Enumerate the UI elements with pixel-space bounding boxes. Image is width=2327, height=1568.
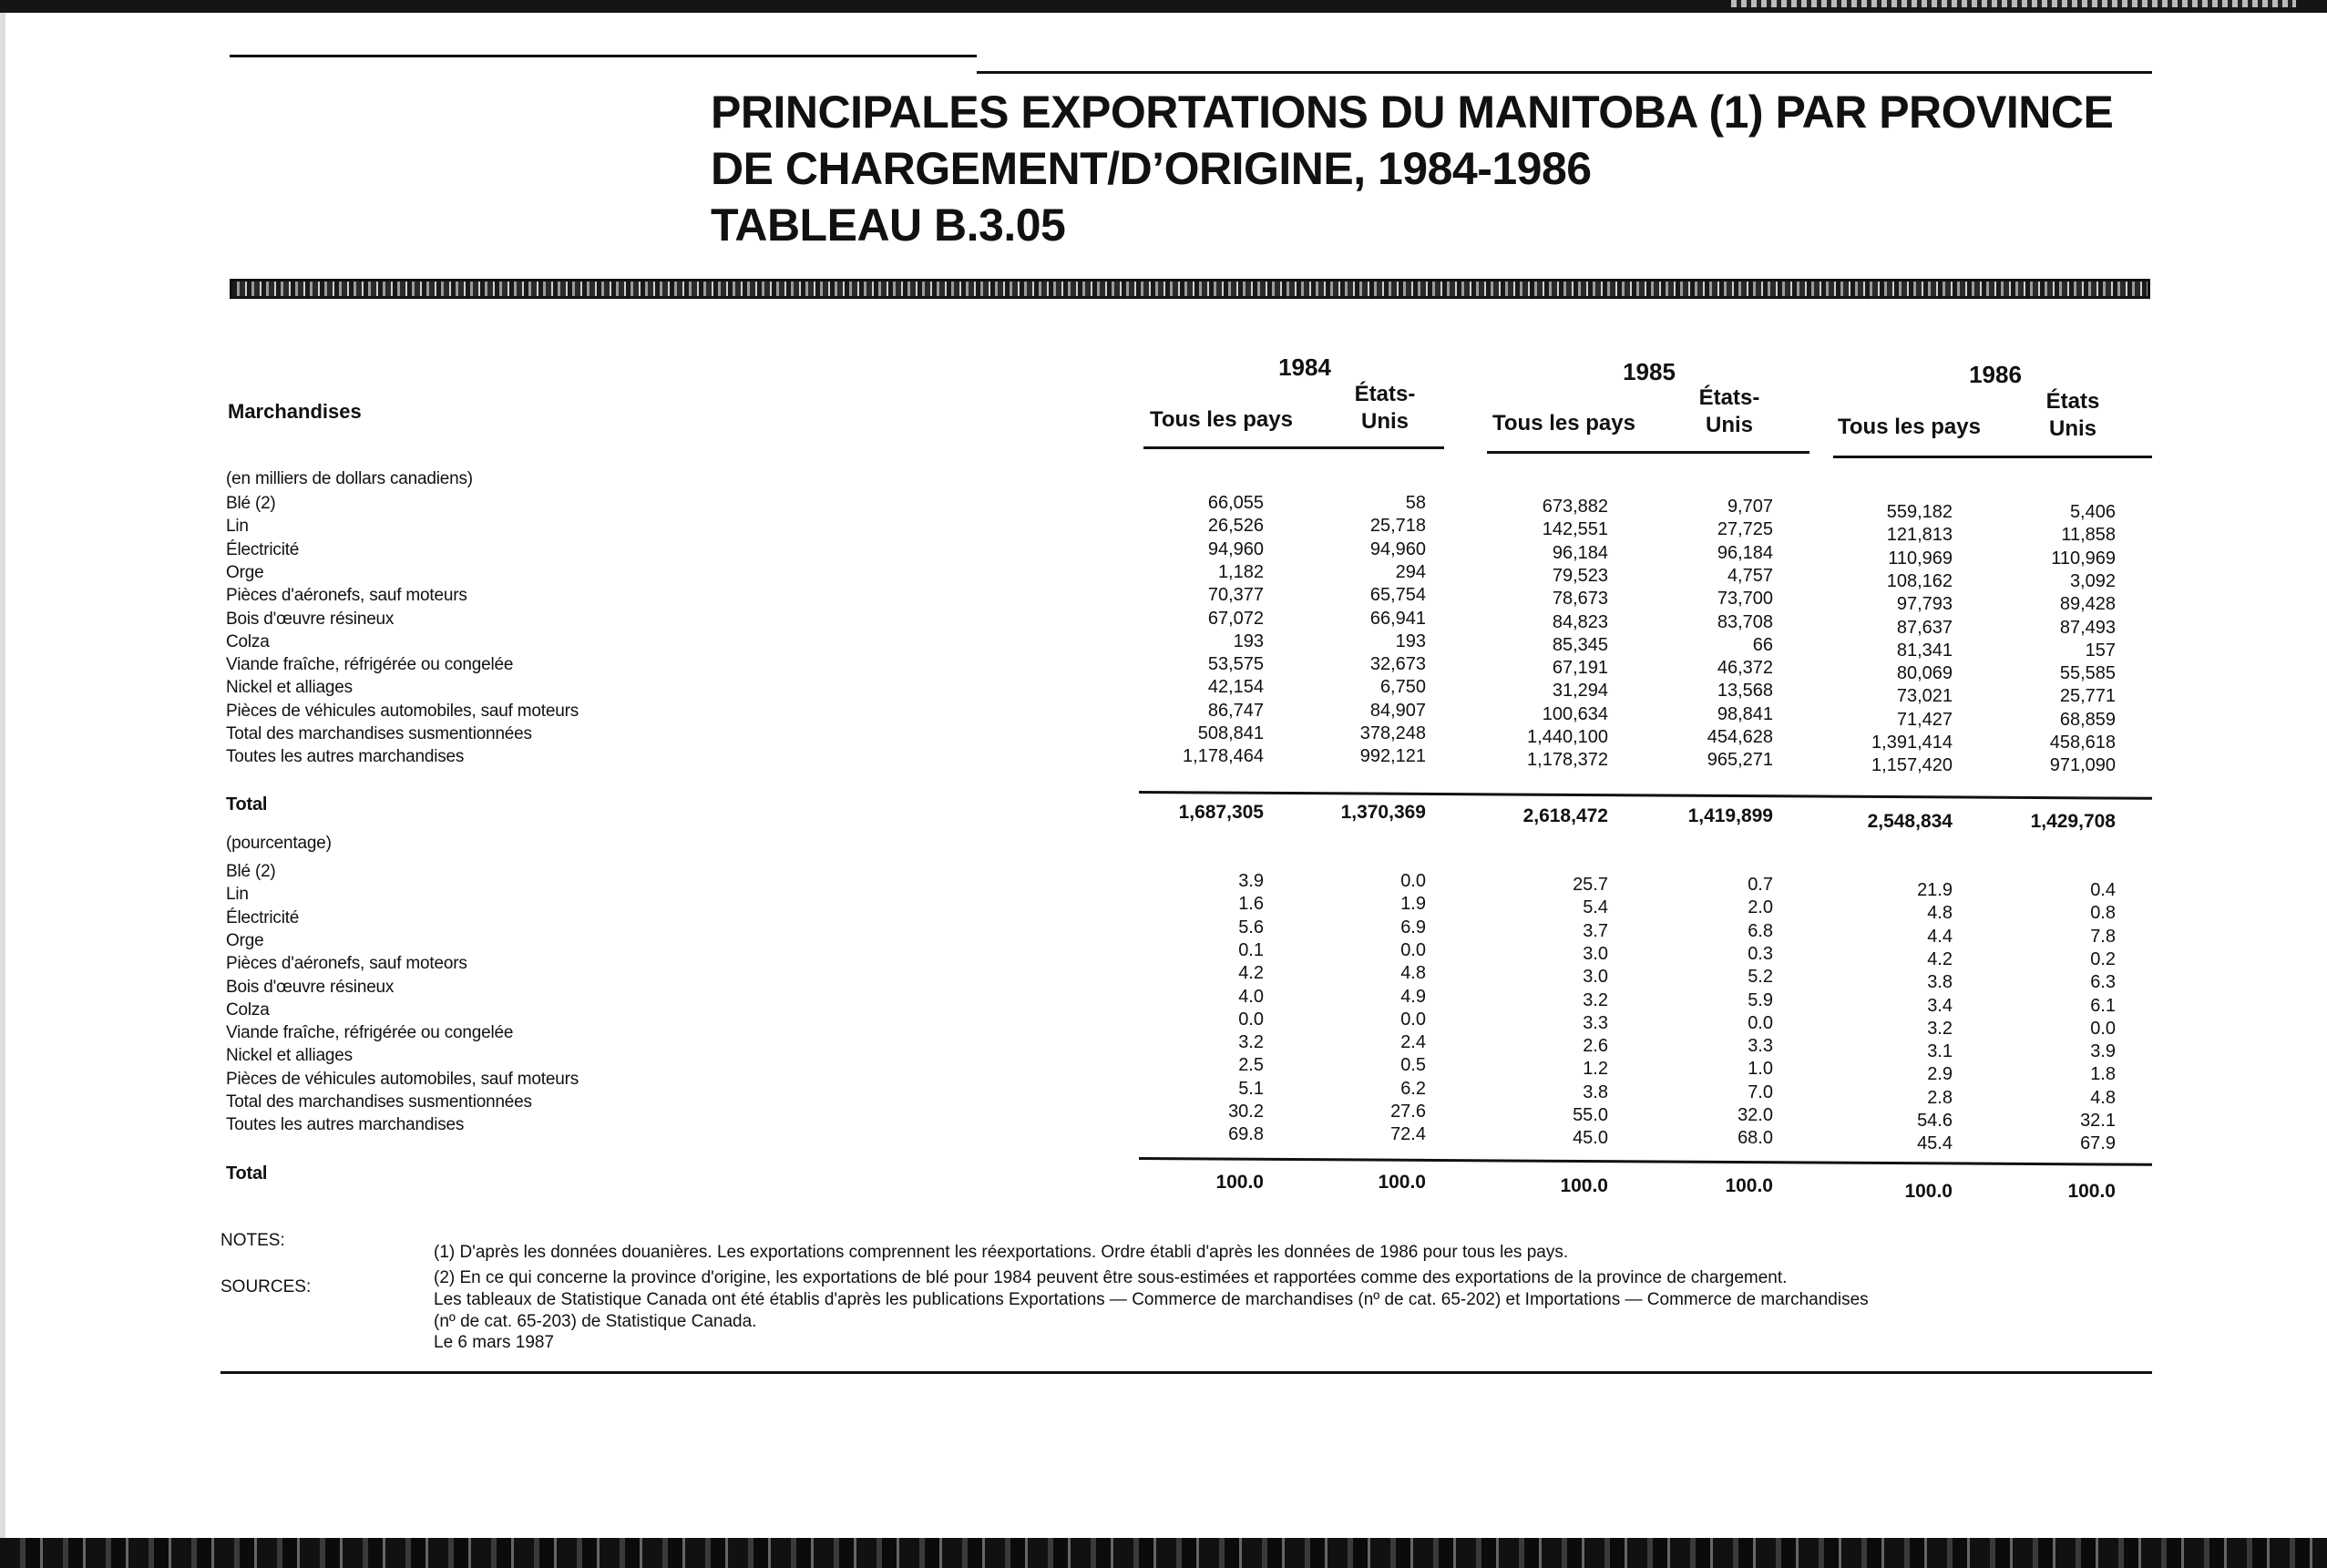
scan-bottom-border [0, 1538, 2327, 1568]
table-cell: 85,345 [1552, 635, 1608, 655]
table-cell: 27,725 [1717, 519, 1773, 539]
table-cell-pct: 2.4 [1400, 1032, 1426, 1052]
table-cell: 79,523 [1552, 566, 1608, 586]
col-us-1986-line1: États [2045, 389, 2100, 414]
table-cell: 66 [1752, 635, 1773, 655]
table-cell-pct: 6.8 [1748, 921, 1773, 941]
table-cell: 32,673 [1369, 654, 1426, 674]
table-cell: 96,184 [1552, 543, 1608, 563]
table-cell: 94,960 [1369, 539, 1426, 559]
row-label-pct: Orge [226, 931, 264, 950]
row-label: Électricité [226, 540, 300, 559]
table-cell: 98,841 [1717, 704, 1773, 724]
bottom-rule [220, 1371, 2152, 1374]
table-cell-pct: 69.8 [1228, 1124, 1264, 1144]
table-cell-pct: 3.7 [1583, 921, 1608, 941]
source-line-2: (nº de cat. 65-203) de Statistique Canada. [434, 1312, 757, 1331]
table-cell-pct: 4.2 [1238, 963, 1264, 983]
table-cell-pct: 1.0 [1748, 1059, 1773, 1079]
table-cell: 11,858 [2061, 525, 2116, 545]
table-cell-pct: 6.9 [1400, 917, 1426, 938]
header-underline-1985 [1487, 451, 1809, 454]
table-cell-pct: 45.0 [1573, 1128, 1608, 1148]
col-us-1984 [1330, 381, 1440, 436]
table-cell: 100,634 [1542, 704, 1608, 724]
table-cell-total-pct: 100.0 [1725, 1175, 1773, 1196]
table-cell: 508,841 [1197, 723, 1264, 743]
total-rule-percent [1139, 1157, 2152, 1166]
header-underline-1984 [1143, 446, 1444, 449]
table-cell-pct: 3.2 [1583, 990, 1608, 1010]
row-label: Pièces d'aéronefs, sauf moteurs [226, 586, 467, 605]
table-cell-pct: 3.3 [1583, 1013, 1608, 1033]
table-cell-total: 1,419,899 [1687, 805, 1773, 826]
note-2: (2) En ce qui concerne la province d'origine, les exportations de blé pour 1984 peuvent être sous-estimées et rapportées comme des exportations de la province de chargement. [434, 1268, 1788, 1287]
table-cell-pct: 4.0 [1238, 987, 1264, 1007]
scan-left-edge [0, 13, 5, 1538]
year-1985: 1985 [1623, 358, 1676, 385]
table-cell: 142,551 [1542, 519, 1608, 539]
table-cell-pct: 3.9 [1238, 871, 1264, 891]
page-title [711, 84, 2113, 253]
table-cell-pct: 1.9 [1400, 894, 1426, 914]
table-cell-pct: 5.6 [1238, 917, 1264, 938]
table-cell: 81,341 [1896, 641, 1953, 661]
table-cell: 97,793 [1896, 594, 1953, 614]
row-label: Toutes les autres marchandises [226, 747, 465, 766]
table-cell-pct: 0.1 [1238, 940, 1264, 960]
table-cell-pct: 27.6 [1390, 1102, 1426, 1122]
row-label-pct: Pièces d'aéronefs, sauf moteors [226, 954, 467, 973]
table-cell-pct: 0.0 [1238, 1009, 1264, 1030]
table-cell-total: 1,687,305 [1178, 802, 1264, 823]
year-1984: 1984 [1278, 354, 1331, 381]
table-cell-pct: 67.9 [2080, 1133, 2116, 1153]
table-cell: 1,440,100 [1527, 727, 1608, 747]
table-cell: 67,072 [1207, 609, 1264, 629]
title-line-1: PRINCIPALES EXPORTATIONS DU MANITOBA (1) PAR PROVINCE [711, 87, 2114, 138]
notes-label: NOTES: [220, 1231, 285, 1250]
row-label-pct: Blé (2) [226, 862, 276, 881]
table-cell: 96,184 [1717, 543, 1773, 563]
table-cell: 87,493 [2059, 618, 2116, 638]
table-cell: 89,428 [2059, 594, 2116, 614]
table-cell: 73,700 [1717, 589, 1773, 609]
table-cell: 157 [2085, 641, 2116, 661]
row-label-pct: Total des marchandises susmentionnées [226, 1092, 532, 1112]
table-cell-pct: 3.1 [1927, 1041, 1953, 1061]
table-cell: 83,708 [1717, 612, 1773, 632]
table-cell: 971,090 [2049, 755, 2116, 775]
table-cell: 193 [1233, 631, 1264, 651]
table-cell: 110,969 [2051, 548, 2116, 569]
table-cell-pct: 0.0 [1748, 1013, 1773, 1033]
table-cell-pct: 1.6 [1238, 894, 1264, 914]
table-cell-pct: 32.0 [1738, 1105, 1773, 1125]
table-cell: 87,637 [1896, 618, 1953, 638]
table-cell-pct: 7.0 [1748, 1082, 1773, 1102]
table-cell: 66,055 [1207, 493, 1264, 513]
table-cell-pct: 2.9 [1927, 1064, 1953, 1084]
source-date: Le 6 mars 1987 [434, 1333, 555, 1352]
table-cell-pct: 3.4 [1927, 996, 1953, 1016]
table-cell-pct: 3.8 [1927, 972, 1953, 992]
table-cell-pct: 0.4 [2090, 880, 2116, 900]
table-cell-pct: 3.9 [2090, 1041, 2116, 1061]
table-cell-pct: 5.4 [1583, 897, 1608, 917]
table-cell: 26,526 [1207, 516, 1264, 536]
table-cell: 458,618 [2049, 733, 2116, 753]
row-label: Orge [226, 563, 264, 582]
table-cell-total-pct: 100.0 [1378, 1172, 1426, 1193]
table-cell: 65,754 [1369, 585, 1426, 605]
table-cell-pct: 7.8 [2090, 927, 2116, 947]
table-cell: 294 [1395, 562, 1426, 582]
table-cell-pct: 0.7 [1748, 875, 1773, 895]
table-cell-pct: 6.2 [1400, 1079, 1426, 1099]
source-line-1: Les tableaux de Statistique Canada ont été établis d'après les publications Exportations — Commerce de marchandises (nº de cat. 65-202) et Importations — Commerce de marchandises [434, 1290, 1869, 1309]
row-label: Bois d'œuvre résineux [226, 610, 395, 629]
top-rule-right [977, 71, 2152, 74]
table-cell: 58 [1405, 493, 1426, 513]
col-all-countries-1984: Tous les pays [1150, 407, 1293, 432]
table-cell-pct: 4.8 [1927, 903, 1953, 923]
col-us-1984-line1: États- [1354, 382, 1416, 406]
row-label-pct: Viande fraîche, réfrigérée ou congelée [226, 1023, 514, 1042]
table-cell-pct: 4.2 [1927, 949, 1953, 969]
table-cell: 70,377 [1207, 585, 1264, 605]
row-label: Pièces de véhicules automobiles, sauf moteurs [226, 702, 579, 721]
row-label: Viande fraîche, réfrigérée ou congelée [226, 655, 514, 674]
row-label: Lin [226, 517, 249, 536]
header-underline-1986 [1833, 456, 2152, 458]
table-cell-total-pct: 100.0 [1560, 1175, 1608, 1196]
table-cell: 66,941 [1369, 609, 1426, 629]
row-label: Colza [226, 632, 270, 651]
table-cell-pct: 4.8 [1400, 963, 1426, 983]
table-cell: 3,092 [2069, 571, 2116, 591]
table-cell-pct: 3.8 [1583, 1082, 1608, 1102]
table-cell: 94,960 [1207, 539, 1264, 559]
table-cell-total-pct: 100.0 [2067, 1181, 2116, 1202]
row-label-pct: Colza [226, 1000, 270, 1020]
table-cell-total: 2,618,472 [1522, 805, 1608, 826]
col-us-1986-line2: Unis [2048, 416, 2096, 441]
table-cell: 6,750 [1379, 677, 1426, 697]
table-cell: 84,907 [1369, 701, 1426, 721]
table-cell-pct: 3.0 [1583, 967, 1608, 987]
table-cell: 9,707 [1727, 497, 1773, 517]
table-cell: 25,718 [1369, 516, 1426, 536]
decorative-hatched-bar [230, 279, 2150, 299]
row-label-pct: Nickel et alliages [226, 1046, 353, 1065]
table-cell-pct: 0.0 [1400, 1009, 1426, 1030]
table-cell: 121,813 [1886, 525, 1953, 545]
table-cell: 4,757 [1727, 566, 1773, 586]
table-cell: 965,271 [1707, 750, 1773, 770]
table-cell: 108,162 [1886, 571, 1953, 591]
row-label: Total des marchandises susmentionnées [226, 724, 532, 743]
table-cell-total: 1,429,708 [2030, 811, 2116, 832]
table-cell: 86,747 [1207, 701, 1264, 721]
table-cell-pct: 5.9 [1748, 990, 1773, 1010]
table-cell-pct: 0.5 [1400, 1055, 1426, 1075]
table-cell: 67,191 [1552, 658, 1608, 678]
col-all-countries-1985: Tous les pays [1492, 411, 1635, 436]
table-cell: 71,427 [1896, 710, 1953, 730]
row-label-total-pct: Total [226, 1163, 268, 1184]
total-rule-values [1139, 791, 2152, 800]
table-cell: 55,585 [2059, 663, 2116, 683]
table-cell: 5,406 [2069, 502, 2116, 522]
table-cell: 193 [1395, 631, 1426, 651]
table-cell-pct: 3.2 [1927, 1019, 1953, 1039]
table-cell-pct: 2.5 [1238, 1055, 1264, 1075]
table-cell-pct: 2.6 [1583, 1036, 1608, 1056]
row-label: Blé (2) [226, 494, 276, 513]
table-cell-pct: 4.4 [1927, 927, 1953, 947]
table-cell-pct: 0.0 [1400, 940, 1426, 960]
table-cell: 454,628 [1707, 727, 1773, 747]
table-cell: 1,178,464 [1183, 746, 1264, 766]
table-cell-pct: 0.3 [1748, 944, 1773, 964]
table-cell-pct: 1.2 [1583, 1059, 1608, 1079]
table-cell: 673,882 [1542, 497, 1608, 517]
table-cell: 78,673 [1552, 589, 1608, 609]
section-label-values: (en milliers de dollars canadiens) [226, 469, 473, 488]
table-cell-pct: 5.2 [1748, 967, 1773, 987]
table-cell-pct: 72.4 [1390, 1124, 1426, 1144]
title-line-2: DE CHARGEMENT/D’ORIGINE, 1984-1986 [711, 143, 1592, 194]
table-cell: 80,069 [1896, 663, 1953, 683]
table-cell: 1,391,414 [1871, 733, 1953, 753]
table-cell: 68,859 [2059, 710, 2116, 730]
table-cell-pct: 2.8 [1927, 1088, 1953, 1108]
col-all-countries-1986: Tous les pays [1838, 415, 1981, 439]
table-cell-pct: 4.8 [2090, 1088, 2116, 1108]
table-cell: 84,823 [1552, 612, 1608, 632]
section-label-percent: (pourcentage) [226, 834, 332, 853]
table-cell: 53,575 [1207, 654, 1264, 674]
row-label-pct: Toutes les autres marchandises [226, 1115, 465, 1134]
table-cell-pct: 55.0 [1573, 1105, 1608, 1125]
row-label-pct: Électricité [226, 908, 300, 927]
table-cell-pct: 54.6 [1917, 1111, 1953, 1131]
table-cell-total-pct: 100.0 [1215, 1172, 1264, 1193]
table-cell-pct: 32.1 [2080, 1111, 2116, 1131]
table-cell: 25,771 [2059, 686, 2116, 706]
row-label-pct: Lin [226, 885, 249, 904]
title-line-3: TABLEAU B.3.05 [711, 200, 1066, 251]
table-cell: 1,178,372 [1527, 750, 1608, 770]
table-cell: 46,372 [1717, 658, 1773, 678]
table-cell-pct: 3.2 [1238, 1032, 1264, 1052]
table-cell: 110,969 [1888, 548, 1953, 569]
table-cell-pct: 25.7 [1573, 875, 1608, 895]
col-us-1985 [1675, 384, 1784, 439]
table-cell: 1,182 [1217, 562, 1264, 582]
top-rule-left [230, 55, 977, 57]
table-cell: 42,154 [1207, 677, 1264, 697]
table-cell-pct: 3.0 [1583, 944, 1608, 964]
sources-label: SOURCES: [220, 1277, 312, 1296]
table-cell-pct: 21.9 [1917, 880, 1953, 900]
row-label: Nickel et alliages [226, 678, 353, 697]
table-cell-pct: 4.9 [1400, 987, 1426, 1007]
col-us-1985-line1: États- [1698, 385, 1760, 410]
table-cell: 1,157,420 [1871, 755, 1953, 775]
table-cell: 559,182 [1886, 502, 1953, 522]
table-cell-pct: 68.0 [1738, 1128, 1773, 1148]
row-label-total: Total [226, 794, 268, 815]
table-cell-pct: 6.3 [2090, 972, 2116, 992]
stub-header: Marchandises [228, 400, 362, 423]
table-cell-pct: 1.8 [2090, 1064, 2116, 1084]
row-label-pct: Bois d'œuvre résineux [226, 978, 395, 997]
table-cell-total: 1,370,369 [1340, 802, 1426, 823]
col-us-1985-line2: Unis [1705, 413, 1753, 437]
scan-top-border-noise [1731, 0, 2296, 7]
table-cell: 13,568 [1717, 681, 1773, 701]
table-cell-pct: 0.8 [2090, 903, 2116, 923]
table-cell-total-pct: 100.0 [1904, 1181, 1953, 1202]
row-label-pct: Pièces de véhicules automobiles, sauf moteurs [226, 1070, 579, 1089]
col-us-1986 [2018, 388, 2127, 443]
table-cell-total: 2,548,834 [1867, 811, 1953, 832]
table-cell: 31,294 [1552, 681, 1608, 701]
table-cell-pct: 5.1 [1238, 1079, 1264, 1099]
table-cell-pct: 0.0 [1400, 871, 1426, 891]
table-cell-pct: 2.0 [1748, 897, 1773, 917]
table-cell-pct: 3.3 [1748, 1036, 1773, 1056]
table-cell: 378,248 [1359, 723, 1426, 743]
table-cell: 992,121 [1359, 746, 1426, 766]
table-cell: 73,021 [1896, 686, 1953, 706]
note-1: (1) D'après les données douanières. Les exportations comprennent les réexportations. Ordre établi d'après les données de 1986 pour tous les pays. [434, 1243, 1569, 1262]
year-1986: 1986 [1969, 361, 2022, 388]
table-cell-pct: 30.2 [1228, 1102, 1264, 1122]
table-cell-pct: 45.4 [1917, 1133, 1953, 1153]
col-us-1984-line2: Unis [1360, 409, 1409, 434]
table-cell-pct: 0.2 [2090, 949, 2116, 969]
table-cell-pct: 0.0 [2090, 1019, 2116, 1039]
table-cell-pct: 6.1 [2090, 996, 2116, 1016]
